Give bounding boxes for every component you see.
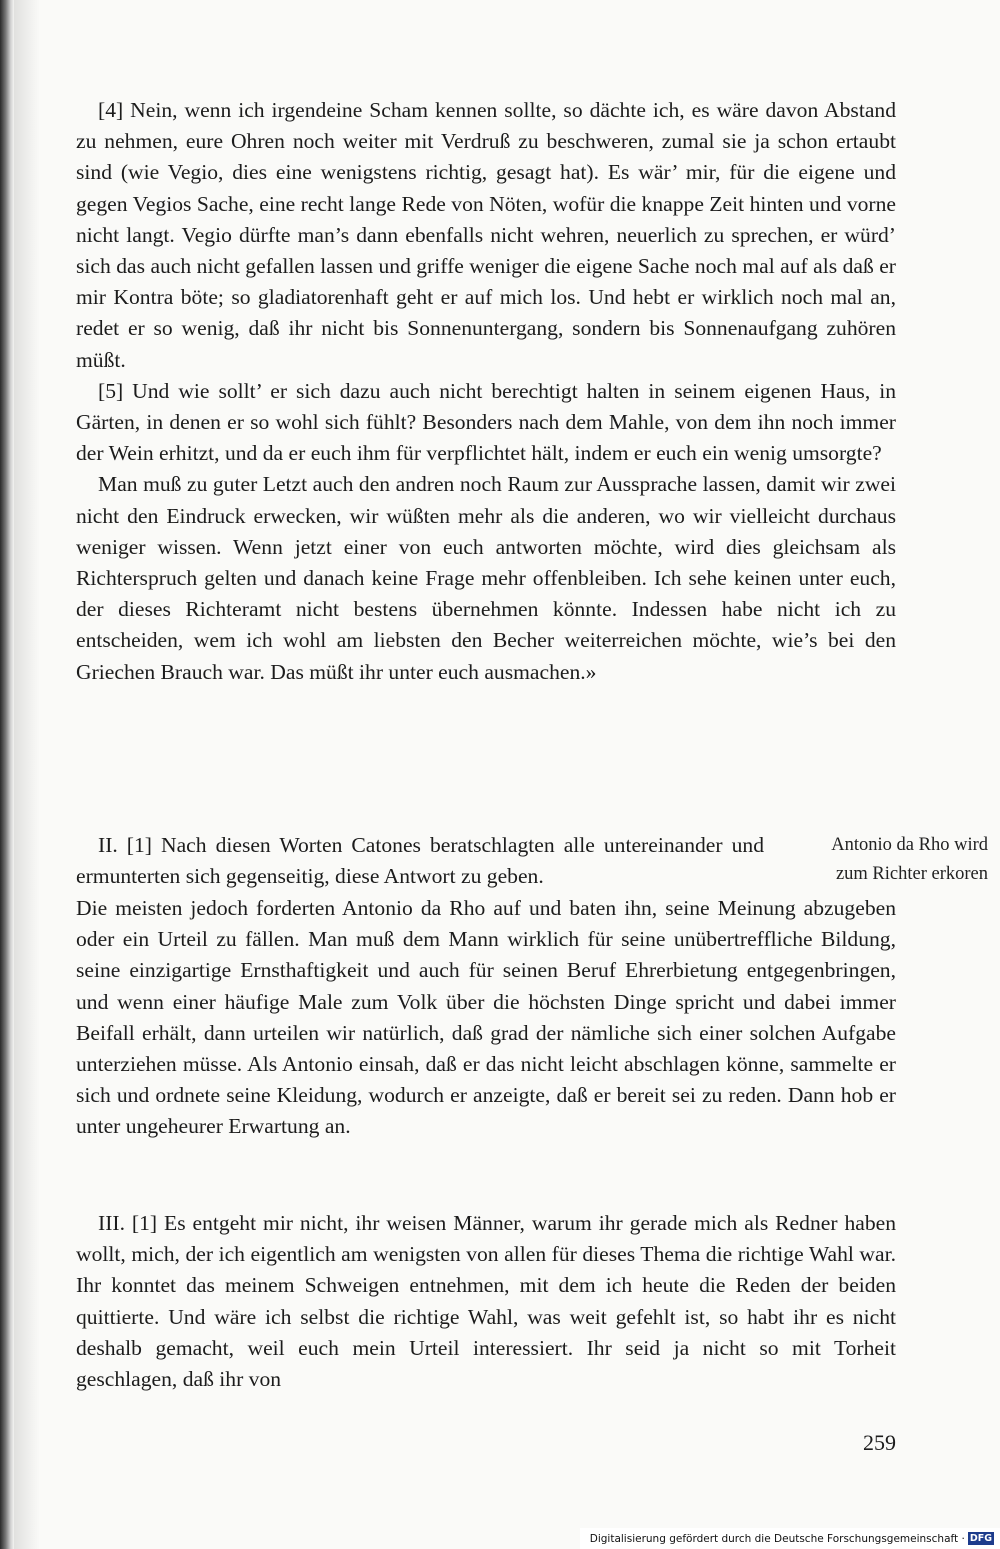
paragraph-closing: Man muß zu guter Letzt auch den andren noch Raum zur Aussprache lassen, damit wir zwei nicht den Eindruck erwecken, wir wüßten mehr als die anderen, wo wir vielleicht durchaus weniger wissen. Wenn jetzt einer von euch antworten möchte, wird dies gleichsam als Richterspruch gelten und danach keine Frage mehr offenbleiben. Ich sehe keinen unter euch, der dieses Richteramt nicht bestens übernehmen könnte. Indessen habe nicht ich zu entscheiden, wem ich wohl am liebsten den Becher weiterreichen möchte, wie’s bei den Griechen Brauch war. Das müßt ihr unter euch ausmachen.»: [76, 472, 896, 684]
section-2-continuation: Die meisten jedoch forderten Antonio da Rho auf und baten ihn, seine Meinung abzugeben oder ein Urteil zu fällen. Man muß dem Mann wirklich für seine unübertreffliche Bildung, seine einzigartige Ernsthaftigkeit und auch für seinen Beruf Ehrerbietung entgegenbringen, und wenn einer häufige Male zum Volk über die höchsten Dinge spricht und dabei immer Beifall erhält, dann urteilen wir natürlich, daß grad der nämliche sich einer solchen Aufgabe unterziehen müsse. Als Antonio einsah, daß er das nicht leicht abschlagen könne, sammelte er sich und ordnete seine Kleidung, wodurch er anzeigte, daß er bereit sei zu reden. Dann hob er unter ungeheurer Erwartung an.: [76, 896, 896, 1139]
margin-note-line-2: zum Richter erkoren: [835, 864, 988, 884]
gutter-shadow: [14, 0, 40, 1549]
margin-note: [790, 831, 988, 889]
page-number: 259: [863, 1430, 896, 1455]
footer-text: Digitalisierung gefördert durch die Deutsche Forschungsgemeinschaft ·: [589, 1532, 965, 1545]
margin-note-line-1: Antonio da Rho wird: [831, 835, 988, 855]
digitization-footer: [580, 1528, 1000, 1549]
section-3: [76, 1208, 896, 1395]
text-block-top: [76, 95, 896, 688]
dfg-logo: DFG: [969, 1533, 992, 1544]
section-2-first-sentence: II. [1] Nach diesen Worten Catones beratschlagten alle untereinander und ermunterten sich gegenseitig, diese Antwort zu geben.: [76, 833, 764, 889]
section-2-opening: [76, 830, 764, 892]
paragraph-4: [4] Nein, wenn ich irgendeine Scham kennen sollte, so dächte ich, es wäre davon Abstand zu nehmen, eure Ohren noch weiter mit Verdruß zu beschweren, zumal sie ja schon ertaubt sind (wie Vegio, dies eine wenigstens richtig, gesagt hat). Es wär’ mir, für die eigene und gegen Vegios Sache, eine recht lange Rede von Nöten, wofür die knappe Zeit hinten und vorne nicht langt. Vegio dürfte man’s dann ebenfalls nicht wehren, neuerlich zu sprechen, er würd’ sich das auch nicht gefallen lassen und griffe weniger die eigene Sache noch mal auf als daß er mir Kontra böte; so gladiatorenhaft geht er auf mich los. Und hebt er wirklich noch mal an, redet er so wenig, daß ihr nicht bis Sonnenuntergang, sondern bis Sonnenaufgang zuhören müßt.: [76, 98, 896, 372]
section-3-paragraph: III. [1] Es entgeht mir nicht, ihr weisen Männer, warum ihr gerade mich als Redner haben wollt, mich, der ich eigentlich am wenigsten von allen für dieses Thema die richtige Wahl war. Ihr konntet das meinem Schweigen entnehmen, mit dem ich heute die Reden der beiden quittierte. Und wäre ich selbst die richtige Wahl, was weit gefehlt ist, so habt ihr es nicht deshalb gemacht, weil euch mein Urteil interessiert. Ihr seid ja nicht so mit Torheit geschlagen, daß ihr von: [76, 1211, 896, 1392]
section-2-body: [76, 893, 896, 1143]
book-spine-shadow: [0, 0, 14, 1549]
paragraph-5: [5] Und wie sollt’ er sich dazu auch nicht berechtigt halten in seinem eigenen Haus, in Gärten, in denen er so wohl sich fühlt? Besonders nach dem Mahle, von dem ihn noch immer der Wein erhitzt, und da er euch ihm für verpflichtet hält, indem er euch ein wenig umsorgte?: [76, 378, 896, 466]
